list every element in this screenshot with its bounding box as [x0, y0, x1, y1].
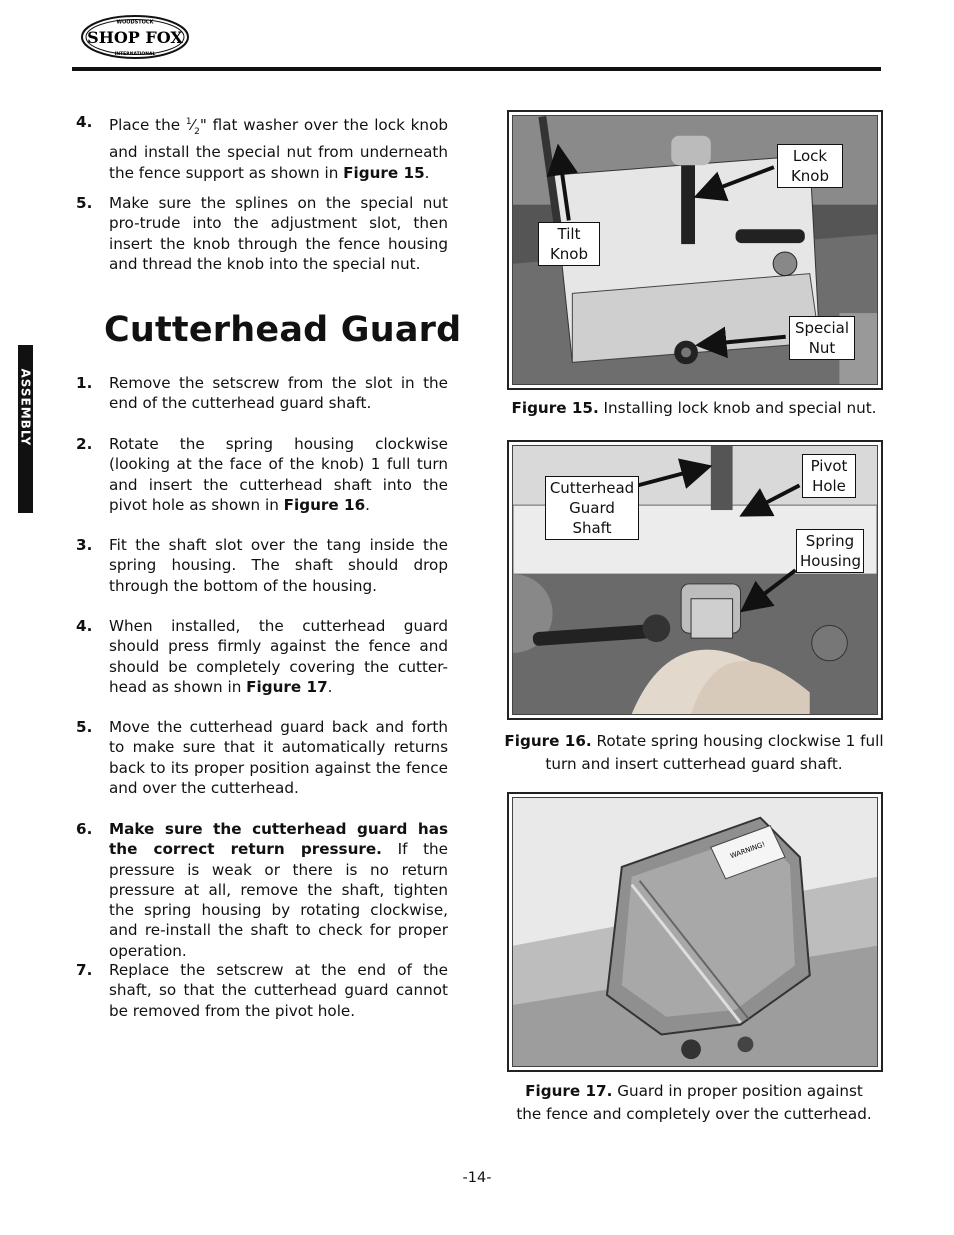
figure-15-photo — [507, 110, 883, 390]
header-rule — [72, 67, 881, 71]
pivot-hole-callout: Pivot Hole — [802, 454, 856, 498]
step-3: 3. Fit the shaft slot over the tang inside the spring housing. The shaft should drop through the bottom of the housing. — [76, 536, 448, 595]
page-number: -14- — [462, 1170, 492, 1186]
cutterhead-guard-shaft-callout: Cutterhead Guard Shaft — [545, 476, 639, 540]
figure-15-ref: Figure 15 — [343, 163, 425, 182]
figure-17-ref: Figure 17 — [246, 677, 328, 696]
special-nut-callout: Special Nut — [789, 316, 855, 360]
warning-label: WARNING! — [729, 840, 767, 861]
figure-16-photo — [507, 440, 883, 720]
spring-housing-callout: Spring Housing — [796, 529, 864, 573]
figure-15-caption: Figure 15. Installing lock knob and special nut. — [511, 399, 877, 417]
figure-16-ref: Figure 16 — [283, 495, 366, 514]
step-top-5: 5. Make sure the splines on the special nut pro-trude into the adjustment slot, then insert the knob through the fence housing and thread the knob into the special nut. — [76, 194, 448, 273]
step-6: 6. Make sure the cutterhead guard has the correct return pressure. If the pressure is weak or there is no return pressure at all, remove the shaft, tighten the spring housing by rotating clockwise, and re-install the shaft to check for proper operation. — [76, 820, 448, 960]
step-1: 1. Remove the setscrew from the slot in the end of the cutterhead guard shaft. — [76, 374, 448, 413]
step-5: 5. Move the cutterhead guard back and forth to make sure that it automatically returns back to its proper position against the fence and over the cutterhead. — [76, 718, 448, 797]
svg-text:WOODSTOCK: WOODSTOCK — [116, 19, 154, 26]
section-title: Cutterhead Guard — [104, 310, 462, 350]
step-4: 4. When installed, the cutterhead guard should press firmly against the fence and should be completely covering the cutter-head as shown in Figure 17. — [76, 617, 448, 696]
step-top-4: 4. Place the $^1⁄_2$" flat washer over the lock knob and install the special nut from underneath the fence support as shown in Figure 15. — [76, 113, 448, 182]
figure-16-caption: Figure 16. Rotate spring housing clockwise 1 full turn and insert cutterhead guard shaft. — [504, 732, 884, 773]
figure-17-caption: Figure 17. Guard in proper position against the fence and completely over the cutterhead. — [516, 1082, 872, 1123]
step-2: 2. Rotate the spring housing clockwise (looking at the face of the knob) 1 full turn and insert the cutterhead shaft into the pivot hole as shown in Figure 16. — [76, 435, 448, 514]
side-tab-label: ASSEMBLY — [18, 368, 33, 447]
shop-fox-logo — [80, 14, 190, 60]
figure-17-photo — [507, 792, 883, 1072]
section-side-tab — [18, 345, 33, 513]
tilt-knob-callout: Tilt Knob — [538, 222, 600, 266]
logo-text: SHOP FOX — [87, 28, 183, 47]
step-7: 7. Replace the setscrew at the end of the shaft, so that the cutterhead guard cannot be removed from the pivot hole. — [76, 961, 448, 1020]
svg-text:INTERNATIONAL: INTERNATIONAL — [114, 52, 156, 57]
lock-knob-callout: Lock Knob — [777, 144, 843, 188]
